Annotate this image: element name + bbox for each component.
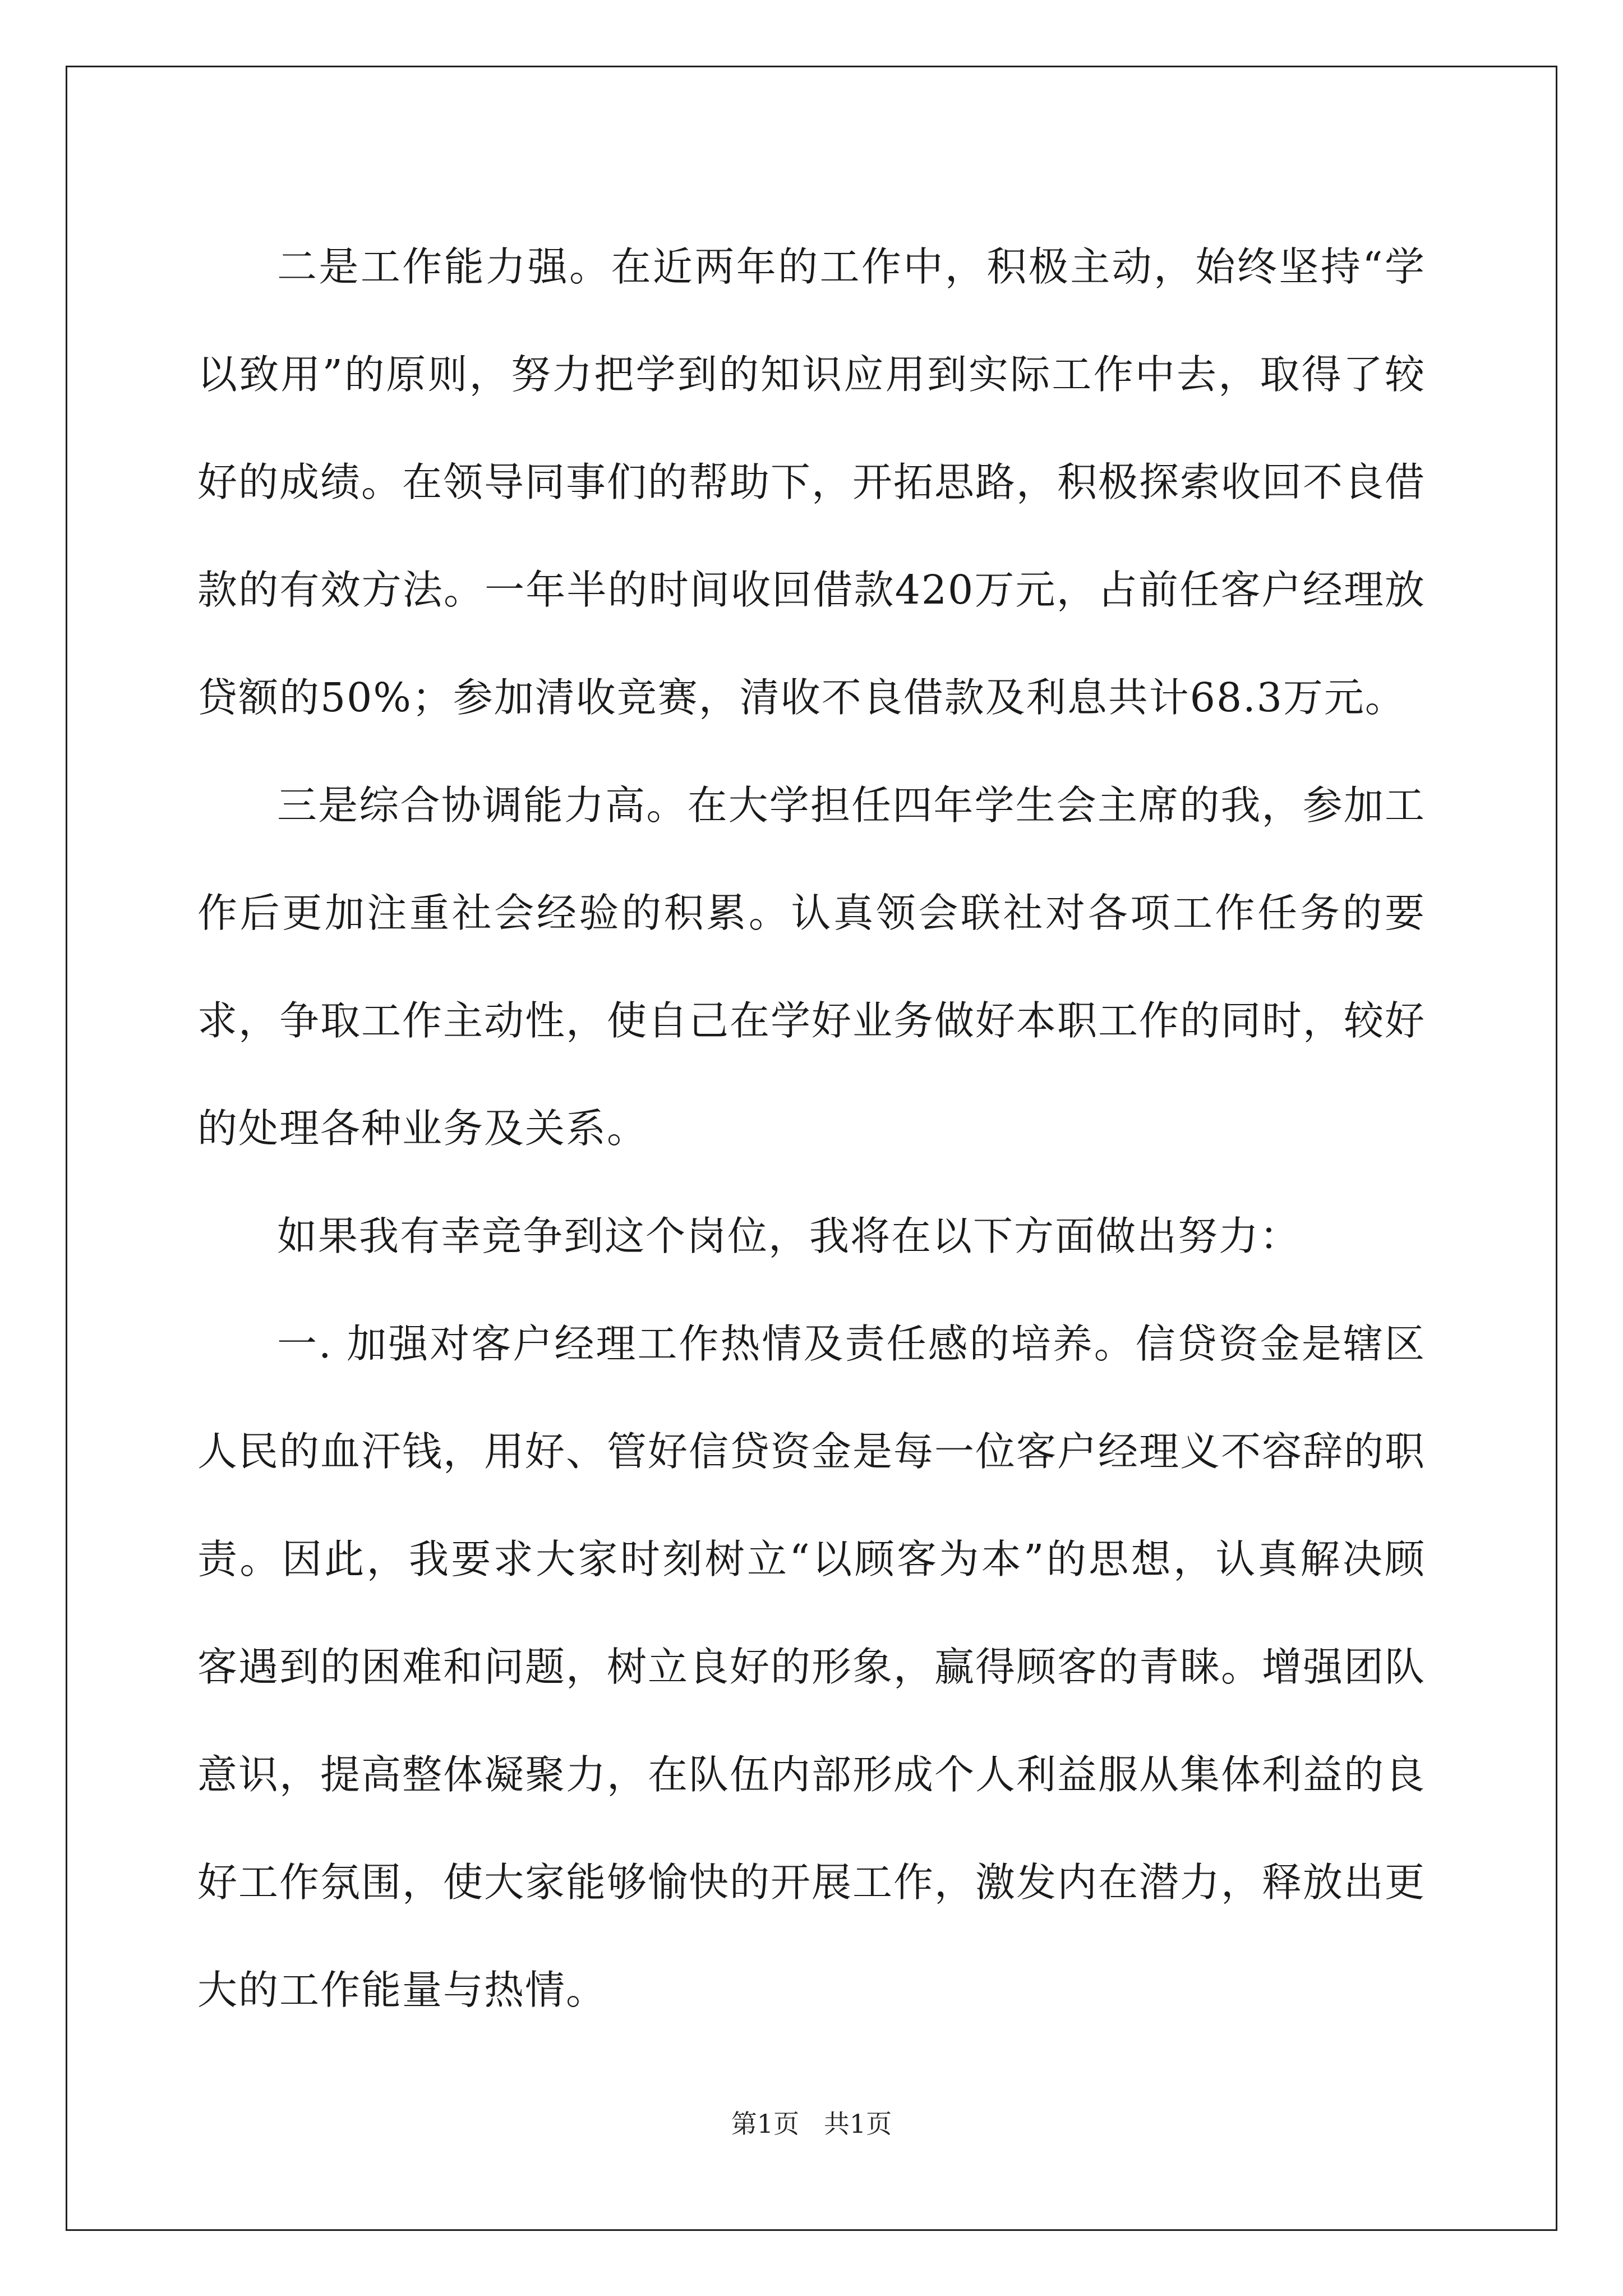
paragraph-ability: 二是工作能力强。在近两年的工作中，积极主动，始终坚持“学以致用”的原则，努力把学到的知识应用到实际工作中去，取得了较好的成绩。在领导同事们的帮助下，开拓思路，积极探索收回不良借款的有效方法。一年半的时间收回借款420万元，占前任客户经理放贷额的50%；参加清收竞赛，清收不良借款及利息共计68.3万元。 <box>197 243 1426 721</box>
paragraph-coordination: 三是综合协调能力高。在大学担任四年学生会主席的我，参加工作后更加注重社会经验的积累。认真领会联社对各项工作任务的要求，争取工作主动性，使自己在学好业务做好本职工作的同时，较好的处理各种业务及关系。 <box>197 782 1426 1152</box>
page-number-footer: 第1页 共1页 <box>731 2109 892 2139</box>
paragraph-intent: 如果我有幸竞争到这个岗位，我将在以下方面做出努力： <box>277 1213 1301 1259</box>
paragraph-plan-one: 一. 加强对客户经理工作热情及责任感的培养。信贷资金是辖区人民的血汗钱，用好、管好信贷资金是每一位客户经理义不容辞的职责。因此，我要求大家时刻树立“以顾客为本”的思想，认真解决顾客遇到的困难和问题，树立良好的形象，赢得顾客的青睐。增强团队意识，提高整体凝聚力，在队伍内部形成个人利益服从集体利益的良好工作氛围，使大家能够愉快的开展工作，激发内在潜力，释放出更大的工作能量与热情。 <box>197 1320 1426 2013</box>
document-body <box>197 213 1426 2044</box>
